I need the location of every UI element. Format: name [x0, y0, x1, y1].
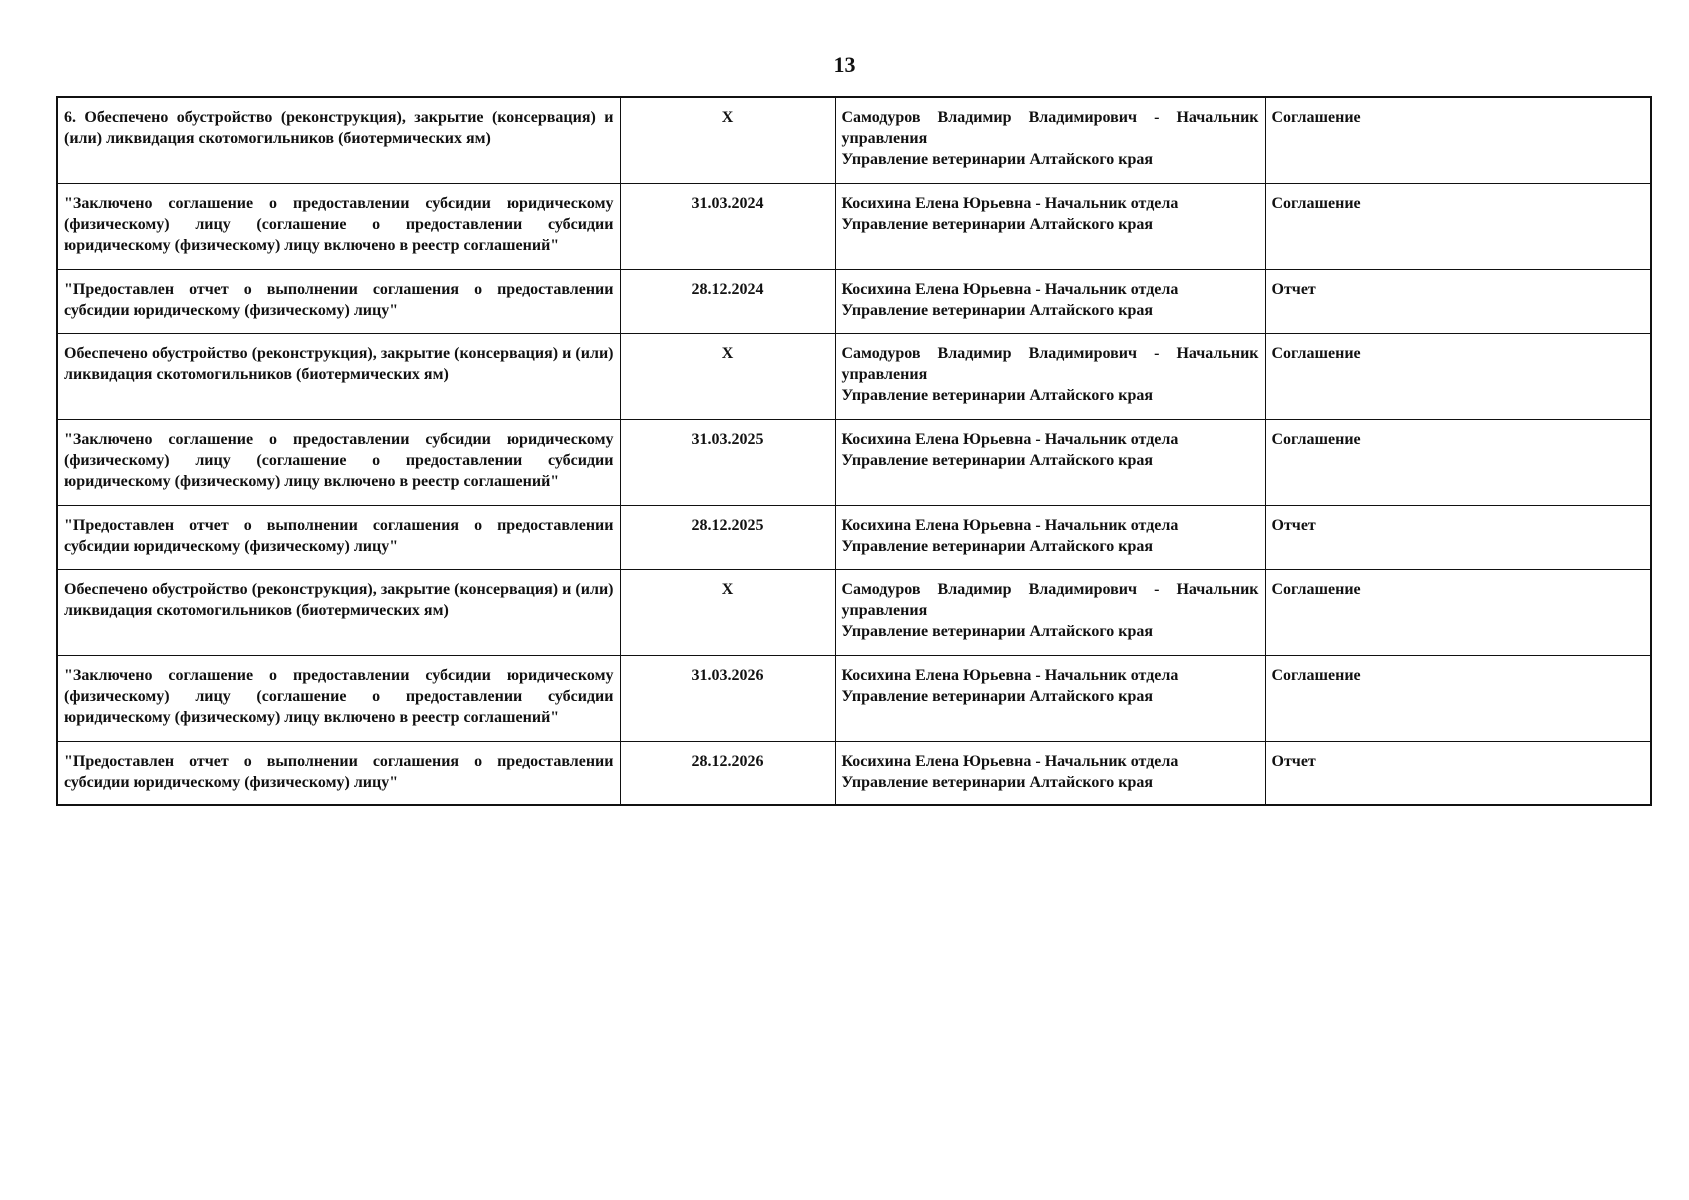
responsible-organization: Управление ветеринарии Алтайского края: [841, 215, 1154, 233]
event-description: "Предоставлен отчет о выполнении соглашения о предоставлении субсидии юридическому (физическому) лицу": [57, 269, 620, 333]
responsible-cell: [835, 183, 1265, 269]
confirming-document: Отчет: [1265, 505, 1651, 569]
responsible-person: Косихина Елена Юрьевна - Начальник отдела: [841, 666, 1179, 684]
deadline-date: 28.12.2025: [620, 505, 835, 569]
responsible-organization: Управление ветеринарии Алтайского края: [841, 687, 1154, 705]
control-points-table: [56, 96, 1652, 806]
confirming-document: Отчет: [1265, 741, 1651, 805]
responsible-person: Самодуров Владимир Владимирович - Начальник управления: [841, 109, 1259, 147]
deadline-date: X: [620, 333, 835, 419]
responsible-cell: [835, 569, 1265, 655]
confirming-document: Соглашение: [1265, 183, 1651, 269]
page-number: 13: [833, 52, 856, 77]
confirming-document: Соглашение: [1265, 97, 1651, 183]
responsible-organization: Управление ветеринарии Алтайского края: [841, 773, 1154, 791]
responsible-cell: [835, 741, 1265, 805]
deadline-date: X: [620, 97, 835, 183]
table-row: [57, 569, 1651, 655]
event-description: "Предоставлен отчет о выполнении соглашения о предоставлении субсидии юридическому (физическому) лицу": [57, 741, 620, 805]
deadline-date: 31.03.2025: [620, 419, 835, 505]
event-description: "Заключено соглашение о предоставлении субсидии юридическому (физическому) лицу (соглашение о предоставлении субсидии юридическому (физическому) лицу включено в реестр соглашений": [57, 655, 620, 741]
deadline-date: 28.12.2024: [620, 269, 835, 333]
confirming-document: Соглашение: [1265, 569, 1651, 655]
confirming-document: Соглашение: [1265, 655, 1651, 741]
responsible-person: Косихина Елена Юрьевна - Начальник отдела: [841, 194, 1179, 212]
event-description: 6. Обеспечено обустройство (реконструкция), закрытие (консервация) и (или) ликвидация скотомогильников (биотермических ям): [57, 97, 620, 183]
table-row: [57, 269, 1651, 333]
confirming-document: Соглашение: [1265, 419, 1651, 505]
confirming-document: Соглашение: [1265, 333, 1651, 419]
confirming-document: Отчет: [1265, 269, 1651, 333]
responsible-organization: Управление ветеринарии Алтайского края: [841, 622, 1154, 640]
responsible-person: Самодуров Владимир Владимирович - Начальник управления: [841, 580, 1259, 619]
table-row: [57, 741, 1651, 805]
deadline-date: 28.12.2026: [620, 741, 835, 805]
table-row: [57, 505, 1651, 569]
responsible-organization: Управление ветеринарии Алтайского края: [841, 386, 1154, 404]
responsible-organization: Управление ветеринарии Алтайского края: [841, 537, 1154, 555]
responsible-cell: [835, 505, 1265, 569]
responsible-person: Косихина Елена Юрьевна - Начальник отдела: [841, 430, 1179, 448]
event-description: "Предоставлен отчет о выполнении соглашения о предоставлении субсидии юридическому (физическому) лицу": [57, 505, 620, 569]
responsible-cell: [835, 333, 1265, 419]
table-row: [57, 333, 1651, 419]
responsible-cell: [835, 269, 1265, 333]
responsible-cell: [835, 655, 1265, 741]
responsible-organization: Управление ветеринарии Алтайского края: [841, 151, 1154, 168]
event-description: Обеспечено обустройство (реконструкция), закрытие (консервация) и (или) ликвидация скотомогильников (биотермических ям): [57, 569, 620, 655]
responsible-person: Косихина Елена Юрьевна - Начальник отдела: [841, 280, 1179, 298]
responsible-organization: Управление ветеринарии Алтайского края: [841, 301, 1154, 319]
table-row: [57, 655, 1651, 741]
deadline-date: 31.03.2024: [620, 183, 835, 269]
responsible-person: Косихина Елена Юрьевна - Начальник отдела: [841, 752, 1179, 770]
responsible-cell: [835, 419, 1265, 505]
responsible-person: Косихина Елена Юрьевна - Начальник отдела: [841, 516, 1179, 534]
table-row: [57, 97, 1651, 183]
table-row: [57, 183, 1651, 269]
event-description: "Заключено соглашение о предоставлении субсидии юридическому (физическому) лицу (соглашение о предоставлении субсидии юридическому (физическому) лицу включено в реестр соглашений": [57, 419, 620, 505]
responsible-person: Самодуров Владимир Владимирович - Начальник управления: [841, 344, 1259, 383]
table-row: [57, 419, 1651, 505]
deadline-date: 31.03.2026: [620, 655, 835, 741]
event-description: "Заключено соглашение о предоставлении субсидии юридическому (физическому) лицу (соглашение о предоставлении субсидии юридическому (физическому) лицу включено в реестр соглашений": [57, 183, 620, 269]
responsible-cell: [835, 97, 1265, 183]
event-description: Обеспечено обустройство (реконструкция), закрытие (консервация) и (или) ликвидация скотомогильников (биотермических ям): [57, 333, 620, 419]
responsible-organization: Управление ветеринарии Алтайского края: [841, 451, 1154, 469]
deadline-date: X: [620, 569, 835, 655]
